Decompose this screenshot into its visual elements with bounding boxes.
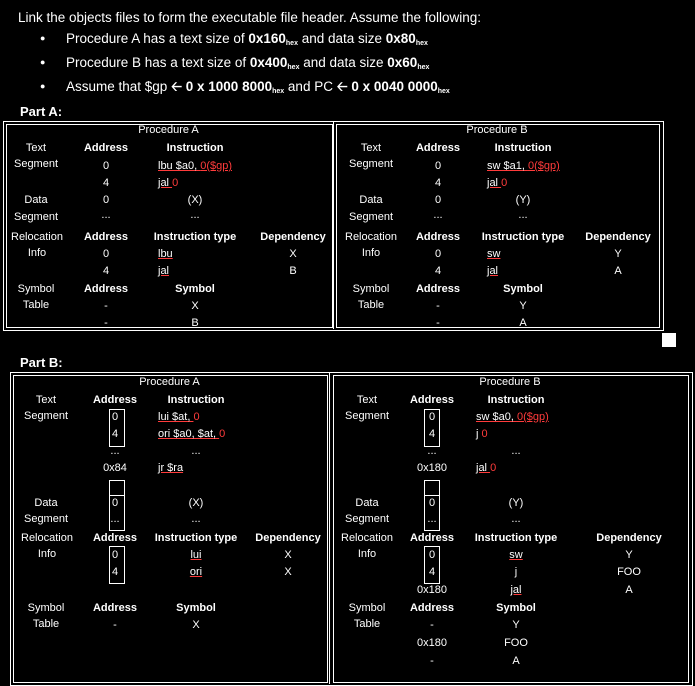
instruction-type-cell: jal: [510, 584, 522, 596]
instruction-header: Instruction: [487, 394, 545, 406]
address-cell: -: [430, 619, 434, 631]
relocation-label: Relocation: [21, 532, 73, 544]
data-segment-label: Data: [359, 194, 383, 206]
address-cell: 4: [434, 265, 442, 277]
data-segment-label: Segment: [348, 211, 394, 223]
divider: [329, 372, 330, 684]
relocation-label: Relocation: [11, 231, 63, 243]
symbol-table-label: Table: [353, 618, 381, 630]
symbol-header: Symbol: [175, 283, 215, 295]
address-cell: 0: [428, 497, 436, 509]
address-cell: 0: [102, 248, 110, 260]
symbol-cell: X: [191, 300, 199, 312]
intro: [18, 8, 481, 101]
relocation-label: Info: [27, 247, 47, 259]
address-header: Address: [415, 283, 461, 295]
dependency-cell: FOO: [617, 566, 641, 578]
ellipsis: ...: [110, 445, 120, 457]
address-cell: 4: [102, 265, 110, 277]
address-box: [109, 480, 125, 496]
symbol-table-label: Symbol: [17, 283, 55, 295]
dependency-cell: Y: [614, 248, 622, 260]
data-segment-label: Data: [24, 194, 48, 206]
instruction-type-cell: jal: [487, 265, 499, 277]
instruction-type-cell: sw: [509, 549, 523, 561]
address-header: Address: [92, 394, 138, 406]
dependency-cell: Y: [625, 549, 633, 561]
ellipsis: ...: [427, 513, 437, 525]
instruction-cell: sw $a0, 0($gp): [476, 411, 549, 423]
dependency-cell: X: [284, 566, 292, 578]
instruction-type-header: Instruction type: [154, 532, 238, 544]
address-cell: 0x84: [103, 462, 127, 474]
symbol-header: Symbol: [176, 602, 216, 614]
instruction-header: Instruction: [167, 394, 225, 406]
instruction-type-header: Instruction type: [474, 532, 558, 544]
assumption-item: ● Procedure B has a text size of $0x400_{hex}$ and data size $0x60_{hex}$: [66, 53, 481, 77]
instruction-type-header: Instruction type: [153, 231, 237, 243]
instruction-type-cell: lui: [190, 549, 202, 561]
ellipsis: ...: [511, 513, 521, 525]
address-cell: 4: [102, 177, 110, 189]
address-header: Address: [409, 602, 455, 614]
symbol-cell: B: [191, 317, 199, 329]
symbol-cell: FOO: [504, 637, 528, 649]
symbol-cell: Y: [519, 300, 527, 312]
address-header: Address: [409, 394, 455, 406]
ellipsis: ...: [110, 513, 120, 525]
relocation-label: Info: [357, 548, 377, 560]
address-header: Address: [415, 142, 461, 154]
instruction-cell: j 0: [476, 428, 488, 440]
address-cell: 0x180: [417, 637, 447, 649]
symbol-cell: Y: [512, 619, 520, 631]
address-cell: 4: [434, 177, 442, 189]
instruction-cell: jal 0: [476, 462, 497, 474]
text-segment-label: Text: [356, 394, 378, 406]
assumption-item: ● Assume that $gp 🡠 0 x 1000 $8000_{hex}$ and PC 🡠 0 x 0040 $0000_{hex}$: [66, 77, 481, 101]
instruction-type-header: Instruction type: [481, 231, 565, 243]
data-value: (X): [187, 194, 203, 206]
proc-b-title: Procedure B: [466, 124, 528, 136]
data-value: (X): [188, 497, 204, 509]
dependency-cell: B: [289, 265, 297, 277]
dependency-cell: X: [284, 549, 292, 561]
address-header: Address: [83, 231, 129, 243]
address-cell: 0x180: [417, 462, 447, 474]
ellipsis: ...: [427, 445, 437, 457]
symbol-table-label: Table: [32, 618, 60, 630]
symbol-table-label: Symbol: [352, 283, 390, 295]
address-cell: -: [430, 655, 434, 667]
address-cell: -: [436, 317, 440, 329]
part-b-label: Part B:: [20, 355, 63, 370]
address-header: Address: [83, 142, 129, 154]
checkbox[interactable]: [662, 333, 676, 347]
address-header: Address: [409, 532, 455, 544]
address-header: Address: [83, 283, 129, 295]
instruction-header: Instruction: [166, 142, 224, 154]
instruction-type-cell: lbu: [158, 248, 173, 260]
proc-a-title: Procedure A: [138, 124, 199, 136]
part-a-label: Part A:: [20, 104, 63, 119]
symbol-table-label: Symbol: [27, 602, 65, 614]
instruction-type-cell: j: [514, 566, 518, 578]
address-cell: -: [113, 619, 117, 631]
address-cell: 0: [102, 160, 110, 172]
symbol-cell: X: [192, 619, 200, 631]
address-cell: 0: [428, 549, 436, 561]
address-header: Address: [92, 532, 138, 544]
text-segment-label: Segment: [348, 158, 394, 170]
dependency-header: Dependency: [255, 532, 321, 544]
instruction-cell: jr $ra: [158, 462, 184, 474]
relocation-label: Info: [37, 548, 57, 560]
assumption-item: ● Procedure A has a text size of $0x160_{hex}$ and data size $0x80_{hex}$: [66, 29, 481, 53]
address-cell: 0: [111, 411, 119, 423]
ellipsis: ...: [101, 209, 111, 221]
text-segment-label: Segment: [13, 158, 59, 170]
symbol-header: Symbol: [503, 283, 543, 295]
data-value: (Y): [515, 194, 531, 206]
data-segment-label: Segment: [23, 513, 69, 525]
data-segment-label: Segment: [13, 211, 59, 223]
address-cell: -: [104, 317, 108, 329]
instruction-cell: ori $a0, $at, 0: [158, 428, 226, 440]
ellipsis: ...: [511, 445, 521, 457]
part-a-proc-a-box: [6, 124, 333, 328]
proc-a-title: Procedure A: [139, 376, 200, 388]
dependency-header: Dependency: [585, 231, 651, 243]
text-segment-label: Text: [25, 142, 47, 154]
dependency-cell: X: [289, 248, 297, 260]
text-segment-label: Segment: [344, 410, 390, 422]
text-segment-label: Text: [360, 142, 382, 154]
text-segment-label: Segment: [23, 410, 69, 422]
relocation-label: Relocation: [341, 532, 393, 544]
part-a-proc-b-box: [336, 124, 660, 328]
instruction-cell: lbu $a0, 0($gp): [158, 160, 232, 172]
instruction-type-cell: ori: [189, 566, 203, 578]
instruction-cell: sw $a1, 0($gp): [487, 160, 560, 172]
dependency-header: Dependency: [260, 231, 326, 243]
ellipsis: ...: [190, 209, 200, 221]
instruction-header: Instruction: [494, 142, 552, 154]
symbol-table-label: Table: [357, 299, 385, 311]
ellipsis: ...: [518, 209, 528, 221]
address-cell: 4: [428, 566, 436, 578]
symbol-table-label: Table: [22, 299, 50, 311]
symbol-cell: A: [512, 655, 520, 667]
address-cell: 0x180: [417, 584, 447, 596]
address-cell: 0: [428, 411, 436, 423]
symbol-header: Symbol: [496, 602, 536, 614]
data-segment-label: Data: [355, 497, 379, 509]
address-cell: 4: [428, 428, 436, 440]
ellipsis: ...: [433, 209, 443, 221]
instruction-cell: jal 0: [487, 177, 508, 189]
address-cell: 0: [434, 194, 442, 206]
data-segment-label: Segment: [344, 513, 390, 525]
dependency-header: Dependency: [596, 532, 662, 544]
instruction-cell: lui $at, 0: [158, 411, 200, 423]
intro-title: Link the objects files to form the executable file header. Assume the following:: [18, 10, 482, 25]
divider: [333, 121, 334, 329]
left-arrow-icon: 🡠: [171, 79, 182, 94]
dependency-cell: A: [625, 584, 633, 596]
relocation-label: Relocation: [345, 231, 397, 243]
address-cell: 0: [434, 248, 442, 260]
instruction-cell: jal 0: [158, 177, 179, 189]
address-cell: 0: [111, 549, 119, 561]
ellipsis: ...: [191, 513, 201, 525]
dependency-cell: A: [614, 265, 622, 277]
text-segment-label: Text: [35, 394, 57, 406]
left-arrow-icon: 🡠: [336, 79, 348, 94]
proc-b-title: Procedure B: [479, 376, 541, 388]
address-cell: 0: [111, 497, 119, 509]
instruction-type-cell: jal: [158, 265, 170, 277]
symbol-cell: A: [519, 317, 527, 329]
assumption-list: [18, 29, 481, 101]
symbol-table-label: Symbol: [348, 602, 386, 614]
data-segment-label: Data: [34, 497, 58, 509]
address-cell: 0: [434, 160, 442, 172]
relocation-label: Info: [361, 247, 381, 259]
instruction-type-cell: sw: [487, 248, 501, 260]
ellipsis: ...: [191, 445, 201, 457]
address-box: [424, 480, 440, 496]
address-cell: -: [436, 300, 440, 312]
address-header: Address: [92, 602, 138, 614]
address-cell: 4: [111, 566, 119, 578]
address-cell: -: [104, 300, 108, 312]
address-cell: 4: [111, 428, 119, 440]
address-header: Address: [415, 231, 461, 243]
data-value: (Y): [508, 497, 524, 509]
address-cell: 0: [102, 194, 110, 206]
